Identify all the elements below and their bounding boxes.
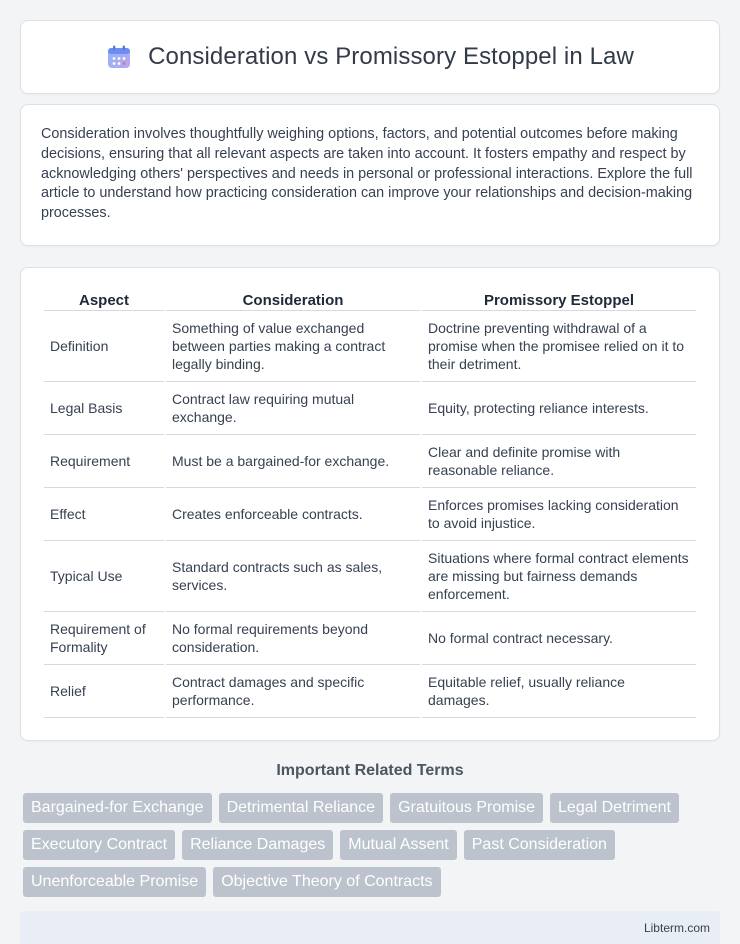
page-title: Consideration vs Promissory Estoppel in Law: [148, 43, 634, 70]
table-row: [44, 612, 696, 665]
related-term-tag[interactable]: Unenforceable Promise: [23, 867, 206, 897]
cell-consideration: Contract law requiring mutual exchange.: [166, 382, 420, 435]
cell-promissory-estoppel: Enforces promises lacking consideration to avoid injustice.: [422, 488, 696, 541]
cell-consideration: Must be a bargained-for exchange.: [166, 435, 420, 488]
cell-consideration: Creates enforceable contracts.: [166, 488, 420, 541]
related-term-tag[interactable]: Legal Detriment: [550, 793, 679, 823]
footer: [20, 911, 720, 944]
related-term-tag[interactable]: Past Consideration: [464, 830, 615, 860]
cell-aspect: Relief: [44, 665, 164, 718]
table-row: [44, 665, 696, 718]
table-row: [44, 488, 696, 541]
cell-aspect: Requirement of Formality: [44, 612, 164, 665]
cell-consideration: Standard contracts such as sales, services.: [166, 541, 420, 612]
table-header-row: [44, 288, 696, 311]
cell-aspect: Effect: [44, 488, 164, 541]
cell-promissory-estoppel: No formal contract necessary.: [422, 612, 696, 665]
related-term-tag[interactable]: Executory Contract: [23, 830, 175, 860]
cell-consideration: Contract damages and specific performance.: [166, 665, 420, 718]
related-term-tag[interactable]: Mutual Assent: [340, 830, 457, 860]
cell-promissory-estoppel: Doctrine preventing withdrawal of a promise when the promisee relied on it to their detriment.: [422, 311, 696, 382]
comparison-table-card: [20, 267, 720, 741]
related-term-tag[interactable]: Reliance Damages: [182, 830, 333, 860]
cell-consideration: Something of value exchanged between parties making a contract legally binding.: [166, 311, 420, 382]
cell-aspect: Typical Use: [44, 541, 164, 612]
table-row: [44, 541, 696, 612]
comparison-table: [42, 288, 698, 718]
related-terms-title: Important Related Terms: [276, 761, 464, 779]
cell-aspect: Legal Basis: [44, 382, 164, 435]
header-card: [20, 20, 720, 94]
cell-promissory-estoppel: Equitable relief, usually reliance damages.: [422, 665, 696, 718]
related-terms-list: [20, 793, 720, 897]
table-row: [44, 435, 696, 488]
cell-consideration: No formal requirements beyond consideration.: [166, 612, 420, 665]
cell-promissory-estoppel: Equity, protecting reliance interests.: [422, 382, 696, 435]
related-term-tag[interactable]: Detrimental Reliance: [219, 793, 384, 823]
footer-brand-link[interactable]: Libterm.com: [643, 920, 710, 935]
table-row: [44, 311, 696, 382]
cell-aspect: Definition: [44, 311, 164, 382]
calendar-icon: [106, 44, 132, 70]
related-term-tag[interactable]: Objective Theory of Contracts: [213, 867, 440, 897]
intro-text: Consideration involves thoughtfully weighing options, factors, and potential outcomes before making decisions, ensuring that all relevant aspects are taken into account. It fosters empathy and respect by acknowledging others' perspectives and needs in personal or professional interactions. Explore the full article to understand how practicing consideration can improve your relationships and decision-making processes.: [41, 126, 693, 222]
table-row: [44, 382, 696, 435]
cell-aspect: Requirement: [44, 435, 164, 488]
related-term-tag[interactable]: Gratuitous Promise: [390, 793, 543, 823]
intro-card: [20, 104, 720, 246]
header-consideration: Consideration: [166, 288, 420, 311]
header-promissory-estoppel: Promissory Estoppel: [422, 288, 696, 311]
cell-promissory-estoppel: Situations where formal contract elements are missing but fairness demands enforcement.: [422, 541, 696, 612]
header-aspect: Aspect: [44, 288, 164, 311]
cell-promissory-estoppel: Clear and definite promise with reasonable reliance.: [422, 435, 696, 488]
related-term-tag[interactable]: Bargained-for Exchange: [23, 793, 212, 823]
